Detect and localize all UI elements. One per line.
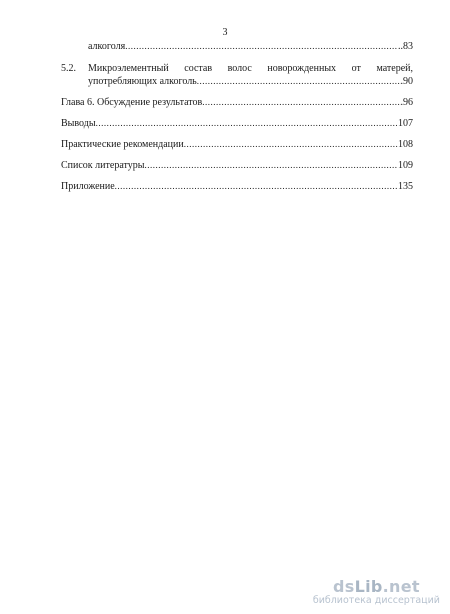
toc-entry-page: 109: [398, 160, 413, 171]
toc-entry-chapter-6: [61, 96, 413, 109]
dot-leader: [96, 117, 398, 130]
toc-entry-page: 108: [398, 139, 413, 150]
toc-entry-references: [61, 159, 413, 172]
logo-lib: Lib: [354, 577, 383, 596]
dot-leader: [144, 159, 398, 172]
dot-leader: [197, 75, 401, 88]
page-number: 3: [222, 27, 228, 38]
dot-leader: [115, 180, 398, 193]
dot-leader: [184, 138, 398, 151]
toc-entry-text: употребляющих алкоголь: [88, 76, 197, 87]
toc-entry-text: Приложение: [61, 181, 115, 192]
toc-entry-page: .96: [400, 97, 413, 108]
dslib-watermark: [313, 577, 440, 606]
logo-net: .net: [382, 577, 420, 596]
toc-entry-conclusions: [61, 117, 413, 130]
toc-entry-page: ..83: [398, 41, 413, 52]
table-of-contents: [61, 40, 413, 193]
toc-entry-text: Выводы: [61, 118, 96, 129]
toc-entry-alcohol-continuation: [61, 40, 413, 53]
toc-entry-page: 107: [398, 118, 413, 129]
toc-entry-page: .90: [400, 76, 413, 87]
dot-leader: [202, 96, 400, 109]
toc-entry-text: Микроэлементный состав волос новорожденных от матерей,: [88, 63, 413, 74]
toc-entry-recommendations: [61, 138, 413, 151]
logo-ds: ds: [333, 577, 355, 596]
toc-entry-page: 135: [398, 181, 413, 192]
dslib-logo: [313, 577, 440, 596]
watermark-subtitle: библиотека диссертаций: [312, 595, 440, 606]
toc-entry-5-2-line2: [61, 75, 413, 88]
toc-entry-text: Практические рекомендации: [61, 139, 184, 150]
toc-entry-text: Список литературы: [61, 160, 145, 171]
dot-leader: [125, 40, 398, 53]
toc-entry-text: Глава 6. Обсуждение результатов: [61, 97, 203, 108]
toc-entry-text: алкоголя: [88, 41, 126, 52]
toc-entry-5-2-line1: [61, 62, 413, 75]
section-number: 5.2.: [61, 63, 76, 74]
toc-entry-appendix: [61, 180, 413, 193]
